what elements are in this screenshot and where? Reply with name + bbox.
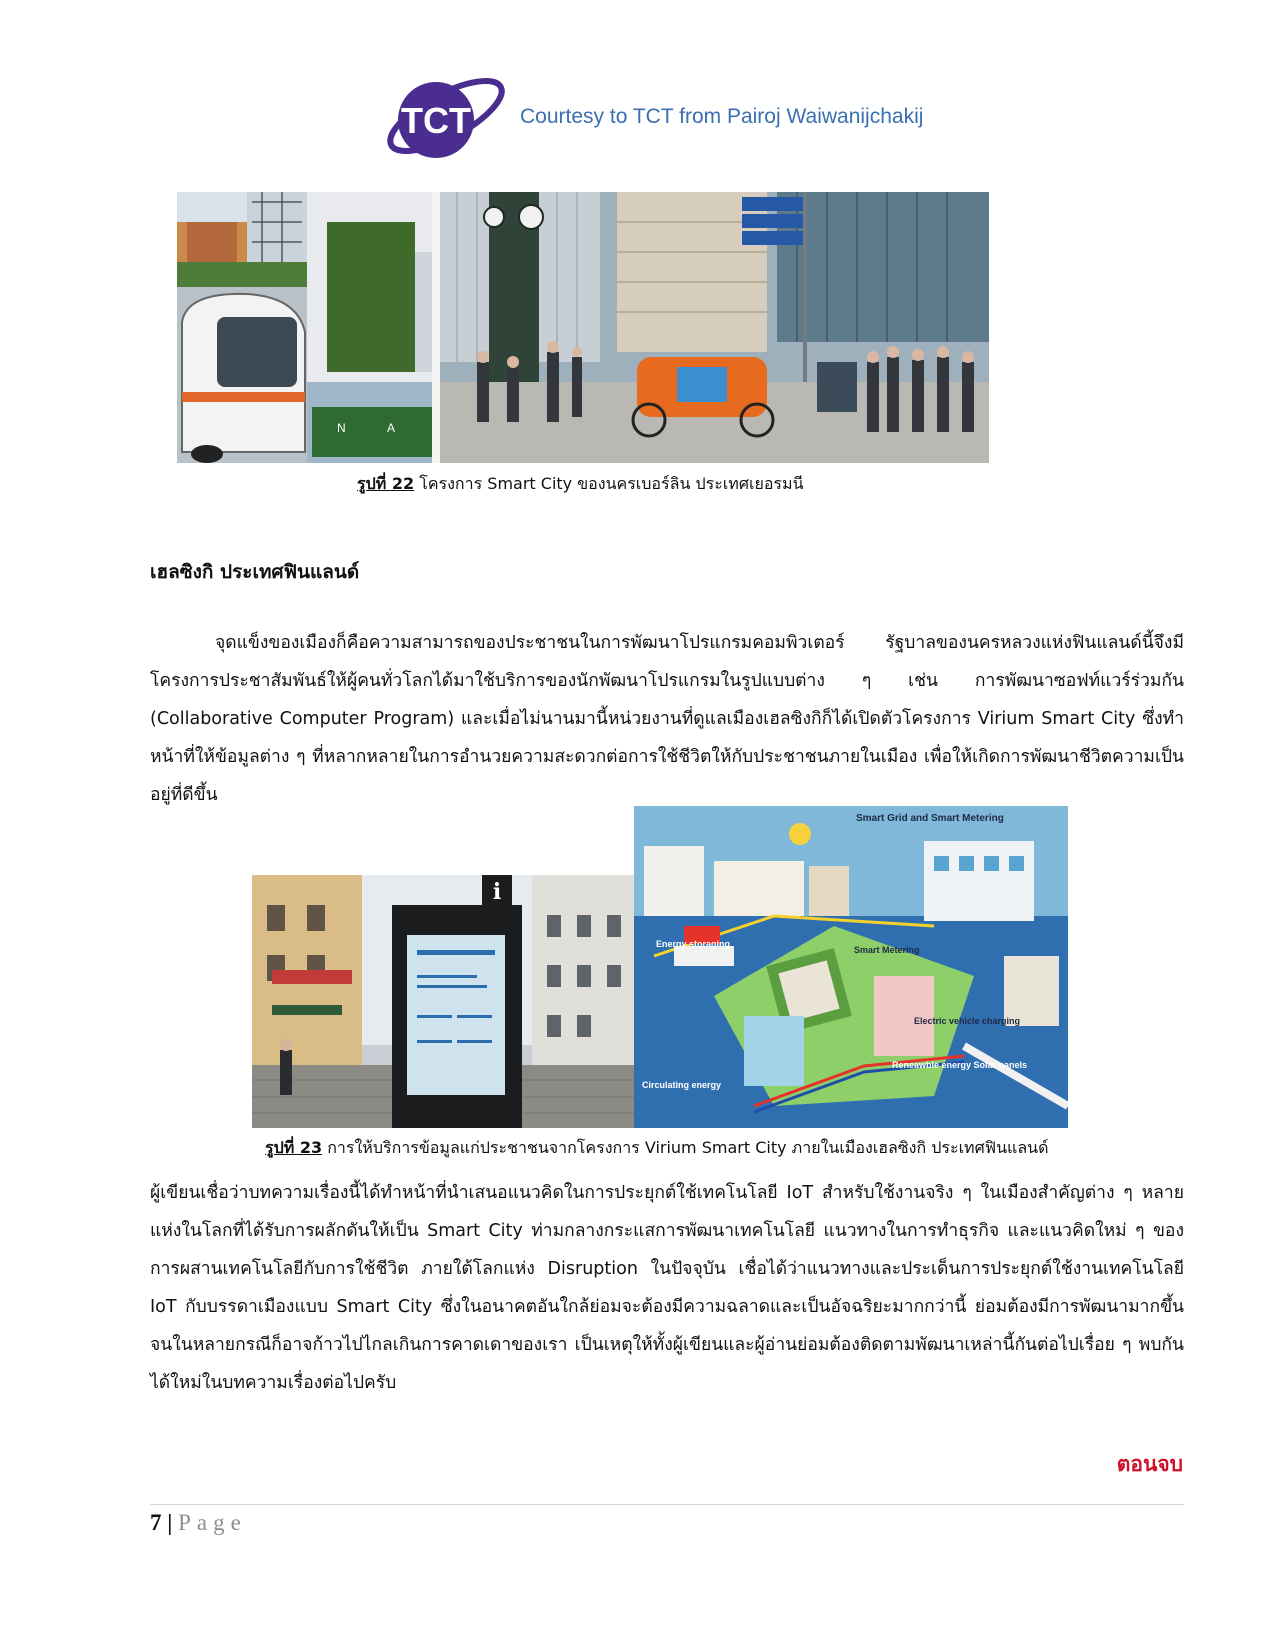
figure-23-label: รูปที่ 23 xyxy=(265,1138,323,1157)
helsinki-kiosk-image xyxy=(252,875,634,1128)
figure-23-caption xyxy=(265,1136,1048,1161)
the-end-label: ตอนจบ xyxy=(1116,1452,1183,1476)
section-heading: เฮลซิงกิ ประเทศฟินแลนด์ xyxy=(150,561,360,583)
svg-text:i: i xyxy=(492,879,502,905)
svg-text:TCT: TCT xyxy=(401,100,471,141)
figure-22-caption xyxy=(357,472,804,497)
tct-logo xyxy=(380,68,510,168)
paragraph-helsinki: จุดแข็งของเมืองก็คือความสามารถของประชาชนในการพัฒนาโปรแกรมคอมพิวเตอร์ รัฐบาลของนครหลวงแห่งฟินแลนด์นี้จึงมีโครงการประชาสัมพันธ์ให้ผู้คนทั่วโลกได้มาใช้บริการของนักพัฒนาโปรแกรมในรูปแบบต่าง ๆ เช่น การพัฒนาซอฟท์แวร์ร่วมกัน (Collaborative Computer Program) และเมื่อไม่นานมานี้หน่วยงานที่ดูแลเมืองเฮลซิงกิก็ได้เปิดตัวโครงการ Virium Smart City ซึ่งทำหน้าที่ให้ข้อมูลต่าง ๆ ที่หลากหลายในการอำนวยความสะดวกต่อการใช้ชีวิตให้กับประชาชนภายในเมือง เพื่อให้เกิดการพัฒนาชีวิตความเป็นอยู่ที่ดีขึ้น xyxy=(150,633,1184,805)
figure-22-text: โครงการ Smart City ของนครเบอร์ลิน ประเทศเยอรมนี xyxy=(414,474,804,493)
svg-text:Reneawble energy Solar panels: Reneawble energy Solar panels xyxy=(892,1060,1028,1070)
svg-text:N: N xyxy=(337,421,346,435)
svg-text:Circulating energy: Circulating energy xyxy=(642,1080,722,1090)
svg-text:Smart Grid and Smart Metering: Smart Grid and Smart Metering xyxy=(856,813,1004,824)
page-separator: | xyxy=(161,1510,179,1535)
page-word: Page xyxy=(178,1510,247,1535)
footer-divider xyxy=(150,1504,1184,1505)
svg-text:Electric vehicle charging: Electric vehicle charging xyxy=(914,1016,1021,1026)
svg-text:Energy storaging: Energy storaging xyxy=(656,939,731,949)
svg-text:A: A xyxy=(387,421,396,435)
svg-text:Smart Metering: Smart Metering xyxy=(854,945,920,955)
figure-23-text: การให้บริการข้อมูลแก่ประชาชนจากโครงการ Virium Smart City ภายในเมืองเฮลซิงกิ ประเทศฟินแลนด์ xyxy=(322,1138,1049,1157)
smart-grid-diagram xyxy=(634,806,1068,1128)
page-footer xyxy=(150,1510,247,1536)
courtesy-text: Courtesy to TCT from Pairoj Waiwanijchakij xyxy=(520,105,924,128)
figure-22-label: รูปที่ 22 xyxy=(357,474,415,493)
paragraph-conclusion: ผู้เขียนเชื่อว่าบทความเรื่องนี้ได้ทำหน้าที่นำเสนอแนวคิดในการประยุกต์ใช้เทคโนโลยี IoT สำหรับใช้งานจริง ๆ ในเมืองสำคัญต่าง ๆ หลายแห่งในโลกที่ได้รับการผลักดันให้เป็น Smart City ท่ามกลางกระแสการพัฒนาเทคโนโลยี แนวทางในการทำธุรกิจ และแนวคิดใหม่ ๆ ของการผสานเทคโนโลยีกับการใช้ชีวิต ภายใต้โลกแห่ง Disruption ในปัจจุบัน เชื่อได้ว่าแนวทางและประเด็นการประยุกต์ใช้งานเทคโนโลยี IoT กับบรรดาเมืองแบบ Smart City ซึ่งในอนาคตอันใกล้ย่อมจะต้องมีความฉลาดและเป็นอัจฉริยะมากกว่านี้ ย่อมต้องมีการพัฒนามากขึ้น จนในหลายกรณีก็อาจก้าวไปไกลเกินการคาดเดาของเรา เป็นเหตุให้ทั้งผู้เขียนและผู้อ่านย่อมต้องติดตามพัฒนาเหล่านี้กันต่อไปเรื่อย ๆ พบกันได้ใหม่ในบทความเรื่องต่อไปครับ xyxy=(150,1183,1184,1393)
berlin-collage-image xyxy=(177,192,989,463)
page-number: 7 xyxy=(150,1510,162,1535)
